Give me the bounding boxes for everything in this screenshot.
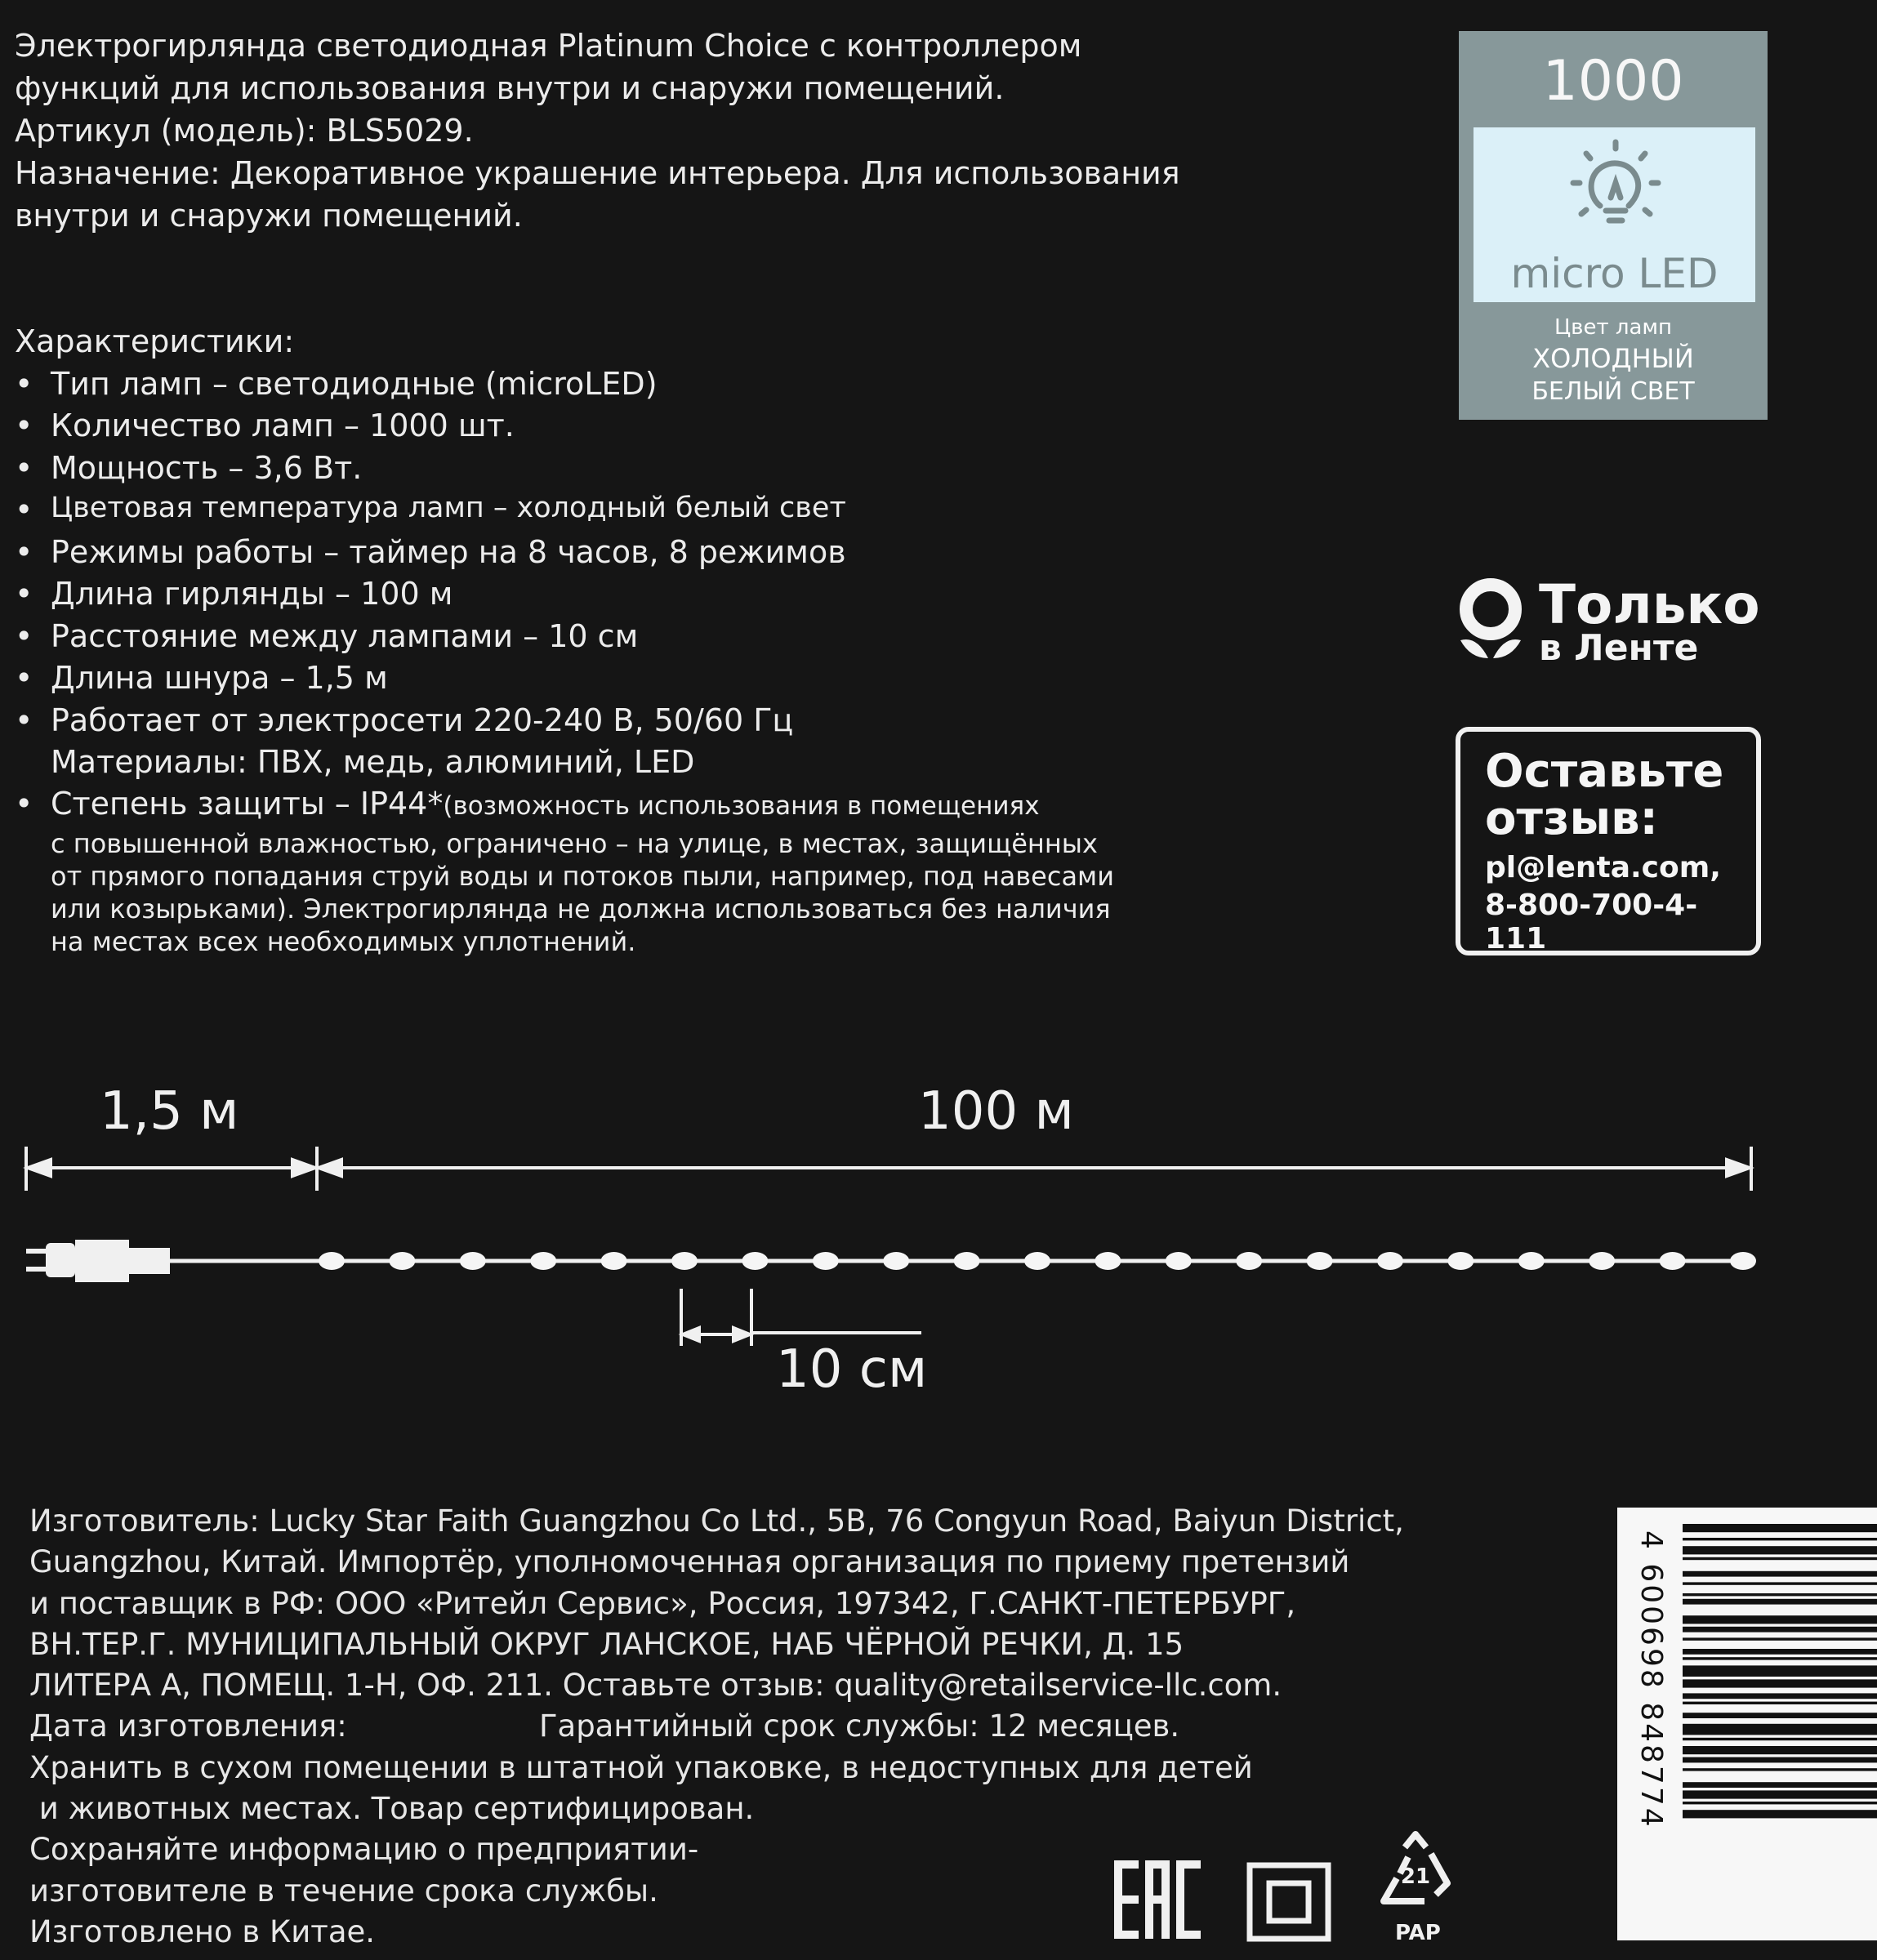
color-value: ХОЛОДНЫЙ (1532, 343, 1694, 374)
intro-line: функций для использования внутри и снаружи помещений. (15, 70, 1005, 106)
mfr-line: ВН.ТЕР.Г. МУНИЦИПАЛЬНЫЙ ОКРУГ ЛАНСКОЕ, НАБ ЧЁРНОЙ РЕЧКИ, Д. 15 (29, 1626, 1184, 1662)
lamp-bead (389, 1252, 415, 1270)
mfr-line: и поставщик в РФ: ООО «Ритейл Сервис», Россия, 197342, Г.САНКТ-ПЕТЕРБУРГ, (29, 1585, 1296, 1621)
mfr-line: Дата изготовления: Гарантийный срок службы: 12 месяцев. (29, 1708, 1180, 1744)
protection-note-line: на местах всех необходимых уплотнений. (51, 926, 636, 957)
spacing-label: 10 см (776, 1339, 928, 1400)
specs-title: Характеристики: (15, 323, 295, 359)
protection-note-line: или козырьками). Электрогирлянда не должна использоваться без наличия (51, 893, 1111, 924)
lamp-count: 1000 (1542, 49, 1684, 114)
lamp-bead (530, 1252, 556, 1270)
lamp-bead (954, 1252, 980, 1270)
recycle-code: 21 (1400, 1864, 1431, 1889)
intro-line: внутри и снаружи помещений. (15, 198, 523, 234)
garland-length-label: 100 м (918, 1081, 1074, 1142)
protection-note-line: с повышенной влажностью, ограничено – на улице, в местах, защищённых (51, 828, 1098, 859)
garland-diagram (0, 1135, 1877, 1364)
lamp-bead (1518, 1252, 1545, 1270)
mfr-line: ЛИТЕРА А, ПОМЕЩ. 1-Н, ОФ. 211. Оставьте отзыв: quality@retailservice-llc.com. (29, 1668, 1282, 1704)
lamp-bead (1166, 1252, 1192, 1270)
lamp-bead (319, 1252, 345, 1270)
review-email: pl@lenta.com, (1485, 851, 1721, 884)
lamp-bead (1660, 1252, 1686, 1270)
mfr-line: Сохраняйте информацию о предприятии- (29, 1832, 699, 1868)
light-bulb-icon (1563, 136, 1670, 242)
lamp-bead (1377, 1252, 1403, 1270)
lamp-bead (742, 1252, 768, 1270)
mfr-line: Изготовлено в Китае. (29, 1913, 376, 1949)
lenta-logo-subtext: в Ленте (1539, 627, 1699, 669)
intro-line: Артикул (модель): BLS5029. (15, 113, 474, 149)
led-type: micro LED (1510, 250, 1719, 297)
lamp-bead (1589, 1252, 1615, 1270)
lamp-bead (1095, 1252, 1121, 1270)
lamp-bead (671, 1252, 698, 1270)
mfr-line: и животных местах. Товар сертифицирован. (29, 1791, 755, 1827)
svg-text:4 600698 848774: 4 600698 848774 (1634, 1530, 1668, 1829)
lamp-bead (1307, 1252, 1333, 1270)
mfr-line: изготовителе в течение срока службы. (29, 1873, 658, 1909)
color-label: Цвет ламп (1554, 315, 1673, 340)
review-title: Оставьте отзыв: (1485, 745, 1724, 845)
color-value: БЕЛЫЙ СВЕТ (1531, 377, 1695, 406)
review-box (1456, 727, 1761, 956)
lamp-bead (813, 1252, 839, 1270)
barcode-digits (1617, 1508, 1877, 1940)
eac-mark-icon (1114, 1860, 1201, 1939)
review-phone: 8-800-700-4-111 (1485, 889, 1698, 956)
lamp-bead (1236, 1252, 1262, 1270)
lamp-bead (460, 1252, 486, 1270)
led-badge (1459, 31, 1768, 420)
recycle-label: PAP (1395, 1921, 1441, 1945)
led-panel (1474, 127, 1755, 302)
mfr-line: Изготовитель: Lucky Star Faith Guangzhou Co Ltd., 5B, 76 Congyun Road, Baiyun District, (29, 1503, 1404, 1539)
intro-line: Назначение: Декоративное украшение интерьера. Для использования (15, 155, 1180, 191)
product-intro (15, 24, 1180, 237)
lamp-bead (1730, 1252, 1756, 1270)
intro-line: Электрогирлянда светодиодная Platinum Choice с контроллером (15, 28, 1082, 64)
recycle-icon (1372, 1829, 1459, 1916)
mfr-line: Guangzhou, Китай. Импортёр, уполномоченная организация по приему претензий (29, 1544, 1350, 1580)
double-insulation-icon (1246, 1862, 1331, 1942)
lamp-bead (1447, 1252, 1474, 1270)
lenta-flower-icon (1454, 577, 1527, 666)
barcode (1617, 1508, 1877, 1940)
lenta-logo-text: Только (1539, 573, 1760, 636)
lamp-bead (1024, 1252, 1050, 1270)
cord-length-label: 1,5 м (100, 1081, 239, 1142)
protection-note-line: от прямого попадания струй воды и потоков пыли, например, под навесами (51, 861, 1114, 892)
lamp-bead (601, 1252, 627, 1270)
mfr-line: Хранить в сухом помещении в штатной упаковке, в недоступных для детей (29, 1749, 1253, 1785)
lamp-bead (883, 1252, 909, 1270)
